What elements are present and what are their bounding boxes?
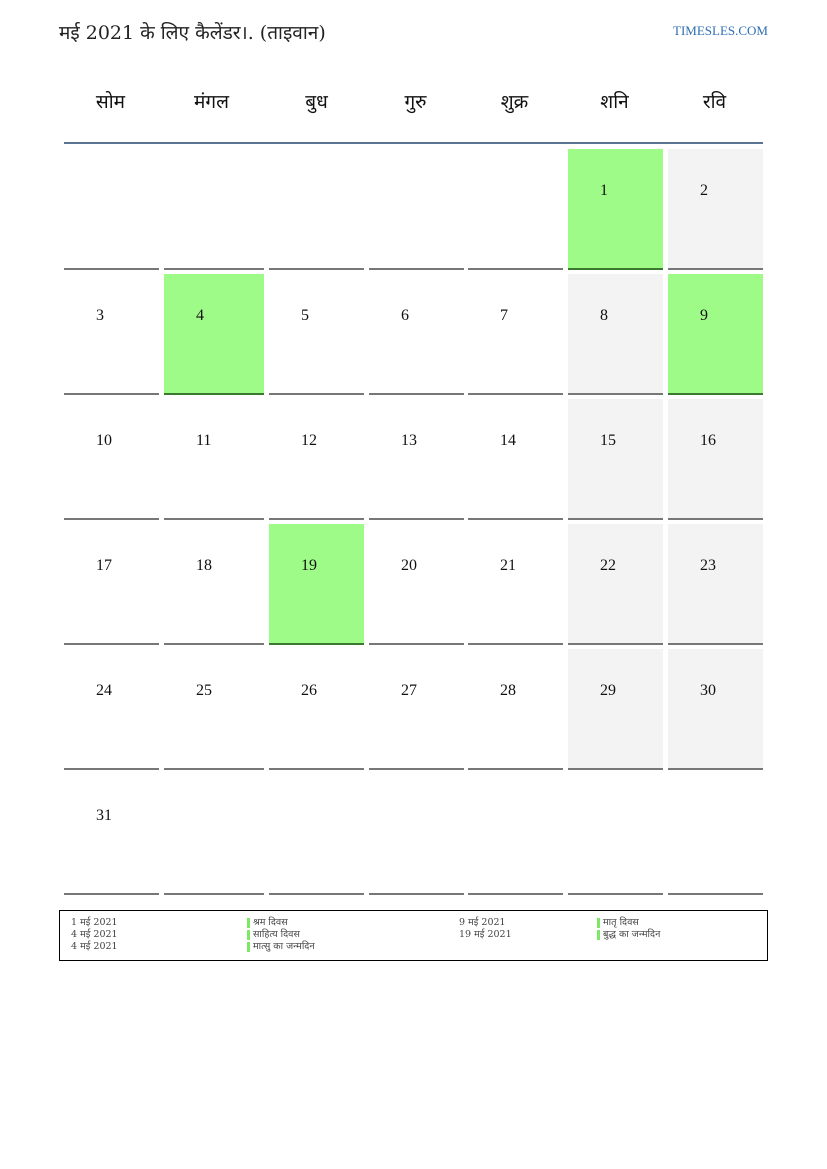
site-link[interactable]: TIMESLES.COM: [673, 23, 768, 38]
weekday-sun: रवि: [702, 91, 727, 113]
day-cell: [369, 649, 464, 770]
day-number: 21: [500, 557, 516, 574]
day-number: 26: [301, 682, 317, 699]
day-number: 16: [700, 432, 716, 449]
day-cell: [164, 649, 264, 770]
legend-holiday-name: साहित्य दिवस: [247, 929, 315, 941]
legend-holiday-name: श्रम दिवस: [247, 917, 315, 929]
day-cell: [269, 524, 364, 645]
day-cell: [269, 399, 364, 520]
day-cell: [269, 649, 364, 770]
day-number: 30: [700, 682, 716, 699]
legend-right-names: [597, 917, 660, 941]
day-cell: [164, 774, 264, 895]
day-number: 17: [96, 557, 112, 574]
legend-date: 19 मई 2021: [459, 929, 512, 940]
day-cell: [468, 524, 563, 645]
day-number: 15: [600, 432, 616, 449]
day-cell: [668, 649, 763, 770]
day-cell: [668, 774, 763, 895]
day-number: 14: [500, 432, 516, 449]
day-number: 12: [301, 432, 317, 449]
day-cell: [64, 524, 159, 645]
legend-holiday-name: मात्सु का जन्मदिन: [247, 941, 315, 953]
legend-left-dates: [71, 917, 118, 953]
day-cell: [568, 274, 663, 395]
legend-left-names: [247, 917, 315, 953]
day-number: 2: [700, 182, 708, 199]
legend-holiday-name: मातृ दिवस: [597, 917, 660, 929]
day-number: 5: [301, 307, 309, 324]
day-cell: [64, 774, 159, 895]
day-cell: [468, 649, 563, 770]
day-number: 6: [401, 307, 409, 324]
day-number: 23: [700, 557, 716, 574]
day-cell: [369, 774, 464, 895]
day-cell: [468, 274, 563, 395]
day-cell: [64, 274, 159, 395]
day-cell: [468, 774, 563, 895]
day-cell: [468, 399, 563, 520]
day-cell: [668, 274, 763, 395]
legend-date: 9 मई 2021: [459, 917, 506, 928]
day-cell: [369, 524, 464, 645]
day-number: 24: [96, 682, 112, 699]
day-cell: [668, 149, 763, 270]
holiday-legend: [59, 910, 768, 961]
day-number: 9: [700, 307, 708, 324]
day-number: 1: [600, 182, 608, 199]
day-cell: [568, 399, 663, 520]
legend-date: 1 मई 2021: [71, 917, 118, 928]
day-cell: [64, 149, 159, 270]
day-number: 19: [301, 557, 317, 574]
weekday-mon: सोम: [95, 91, 126, 113]
weekday-fri: शुक्र: [500, 91, 529, 113]
day-cell: [568, 649, 663, 770]
day-number: 28: [500, 682, 516, 699]
day-number: 3: [96, 307, 104, 324]
day-cell: [164, 399, 264, 520]
day-cell: [269, 149, 364, 270]
day-cell: [568, 149, 663, 270]
day-cell: [164, 149, 264, 270]
day-number: 7: [500, 307, 508, 324]
day-cell: [668, 524, 763, 645]
header-divider: [64, 142, 763, 144]
weekday-header-row: [0, 88, 827, 118]
legend-date: 4 मई 2021: [71, 929, 118, 940]
legend-holiday-name: बुद्ध का जन्मदिन: [597, 929, 660, 941]
legend-date: 4 मई 2021: [71, 941, 118, 952]
day-cell: [269, 274, 364, 395]
day-number: 25: [196, 682, 212, 699]
day-cell: [269, 774, 364, 895]
day-number: 27: [401, 682, 417, 699]
legend-right-dates: [459, 917, 512, 941]
day-number: 4: [196, 307, 204, 324]
day-number: 20: [401, 557, 417, 574]
day-cell: [369, 149, 464, 270]
day-number: 29: [600, 682, 616, 699]
weekday-sat: शनि: [600, 91, 629, 113]
day-number: 31: [96, 807, 112, 824]
weekday-thu: गुरु: [404, 91, 427, 113]
day-number: 11: [196, 432, 212, 449]
day-cell: [64, 649, 159, 770]
day-number: 18: [196, 557, 212, 574]
day-cell: [369, 399, 464, 520]
day-number: 13: [401, 432, 417, 449]
day-cell: [668, 399, 763, 520]
day-number: 10: [96, 432, 112, 449]
page-title: मई 2021 के लिए कैलेंडर।. (ताइवान): [59, 22, 326, 44]
day-cell: [164, 524, 264, 645]
day-cell: [568, 524, 663, 645]
day-number: 22: [600, 557, 616, 574]
weekday-wed: बुध: [305, 91, 328, 113]
day-number: 8: [600, 307, 608, 324]
day-cell: [164, 274, 264, 395]
day-cell: [568, 774, 663, 895]
day-cell: [468, 149, 563, 270]
weekday-tue: मंगल: [194, 91, 229, 113]
day-cell: [369, 274, 464, 395]
day-cell: [64, 399, 159, 520]
